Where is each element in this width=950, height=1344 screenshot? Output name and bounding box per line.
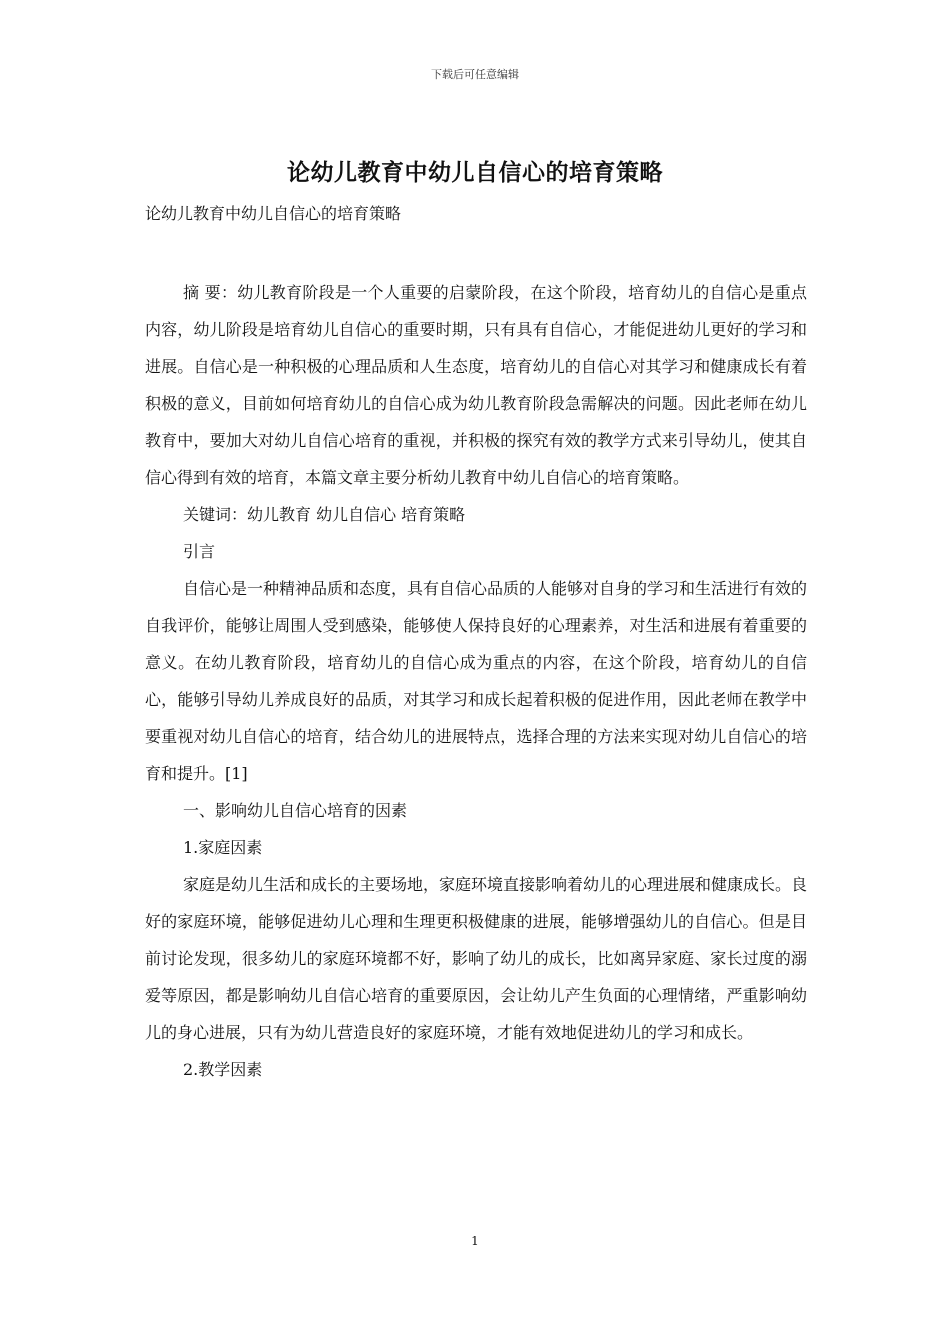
page-number: 1 <box>471 1234 479 1248</box>
document-subtitle: 论幼儿教育中幼儿自信心的培育策略 <box>145 204 402 223</box>
subheading-teaching: 2.教学因素 <box>183 1060 263 1079</box>
section-heading-1: 一、影响幼儿自信心培育的因素 <box>183 801 408 820</box>
page-header-note: 下载后可任意编辑 <box>431 68 519 81</box>
document-title: 论幼儿教育中幼儿自信心的培育策略 <box>287 159 663 186</box>
family-paragraph: 家庭是幼儿生活和成长的主要场地，家庭环境直接影响着幼儿的心理进展和健康成长。良好的家庭环境，能够促进幼儿心理和生理更积极健康的进展，能够增强幼儿的自信心。但是目前讨论发现，很多幼儿的家庭环境都不好，影响了幼儿的成长，比如离异家庭、家长过度的溺爱等原因，都是影响幼儿自信心培育的重要原因，会让幼儿产生负面的心理情绪，严重影响幼儿的身心进展，只有为幼儿营造良好的家庭环境，才能有效地促进幼儿的学习和成长。 <box>145 875 808 1042</box>
keywords-line: 关键词：幼儿教育 幼儿自信心 培育策略 <box>183 505 466 524</box>
abstract-paragraph: 摘 要：幼儿教育阶段是一个人重要的启蒙阶段，在这个阶段，培育幼儿的自信心是重点内容，幼儿阶段是培育幼儿自信心的重要时期，只有具有自信心，才能促进幼儿更好的学习和进展。自信心是一种积极的心理品质和人生态度，培育幼儿的自信心对其学习和健康成长有着积极的意义，目前如何培育幼儿的自信心成为幼儿教育阶段急需解决的问题。因此老师在幼儿教育中，要加大对幼儿自信心培育的重视，并积极的探究有效的教学方式来引导幼儿，使其自信心得到有效的培育，本篇文章主要分析幼儿教育中幼儿自信心的培育策略。 <box>145 283 807 487</box>
subheading-family: 1.家庭因素 <box>183 838 263 857</box>
document-body <box>145 274 807 1088</box>
section-heading-intro: 引言 <box>183 542 216 561</box>
intro-paragraph: 自信心是一种精神品质和态度，具有自信心品质的人能够对自身的学习和生活进行有效的自我评价，能够让周围人受到感染，能够使人保持良好的心理素养，对生活和进展有着重要的意义。在幼儿教育阶段，培育幼儿的自信心成为重点的内容，在这个阶段，培育幼儿的自信心，能够引导幼儿养成良好的品质，对其学习和成长起着积极的促进作用，因此老师在教学中要重视对幼儿自信心的培育，结合幼儿的进展特点，选择合理的方法来实现对幼儿自信心的培育和提升。[1] <box>145 579 808 783</box>
